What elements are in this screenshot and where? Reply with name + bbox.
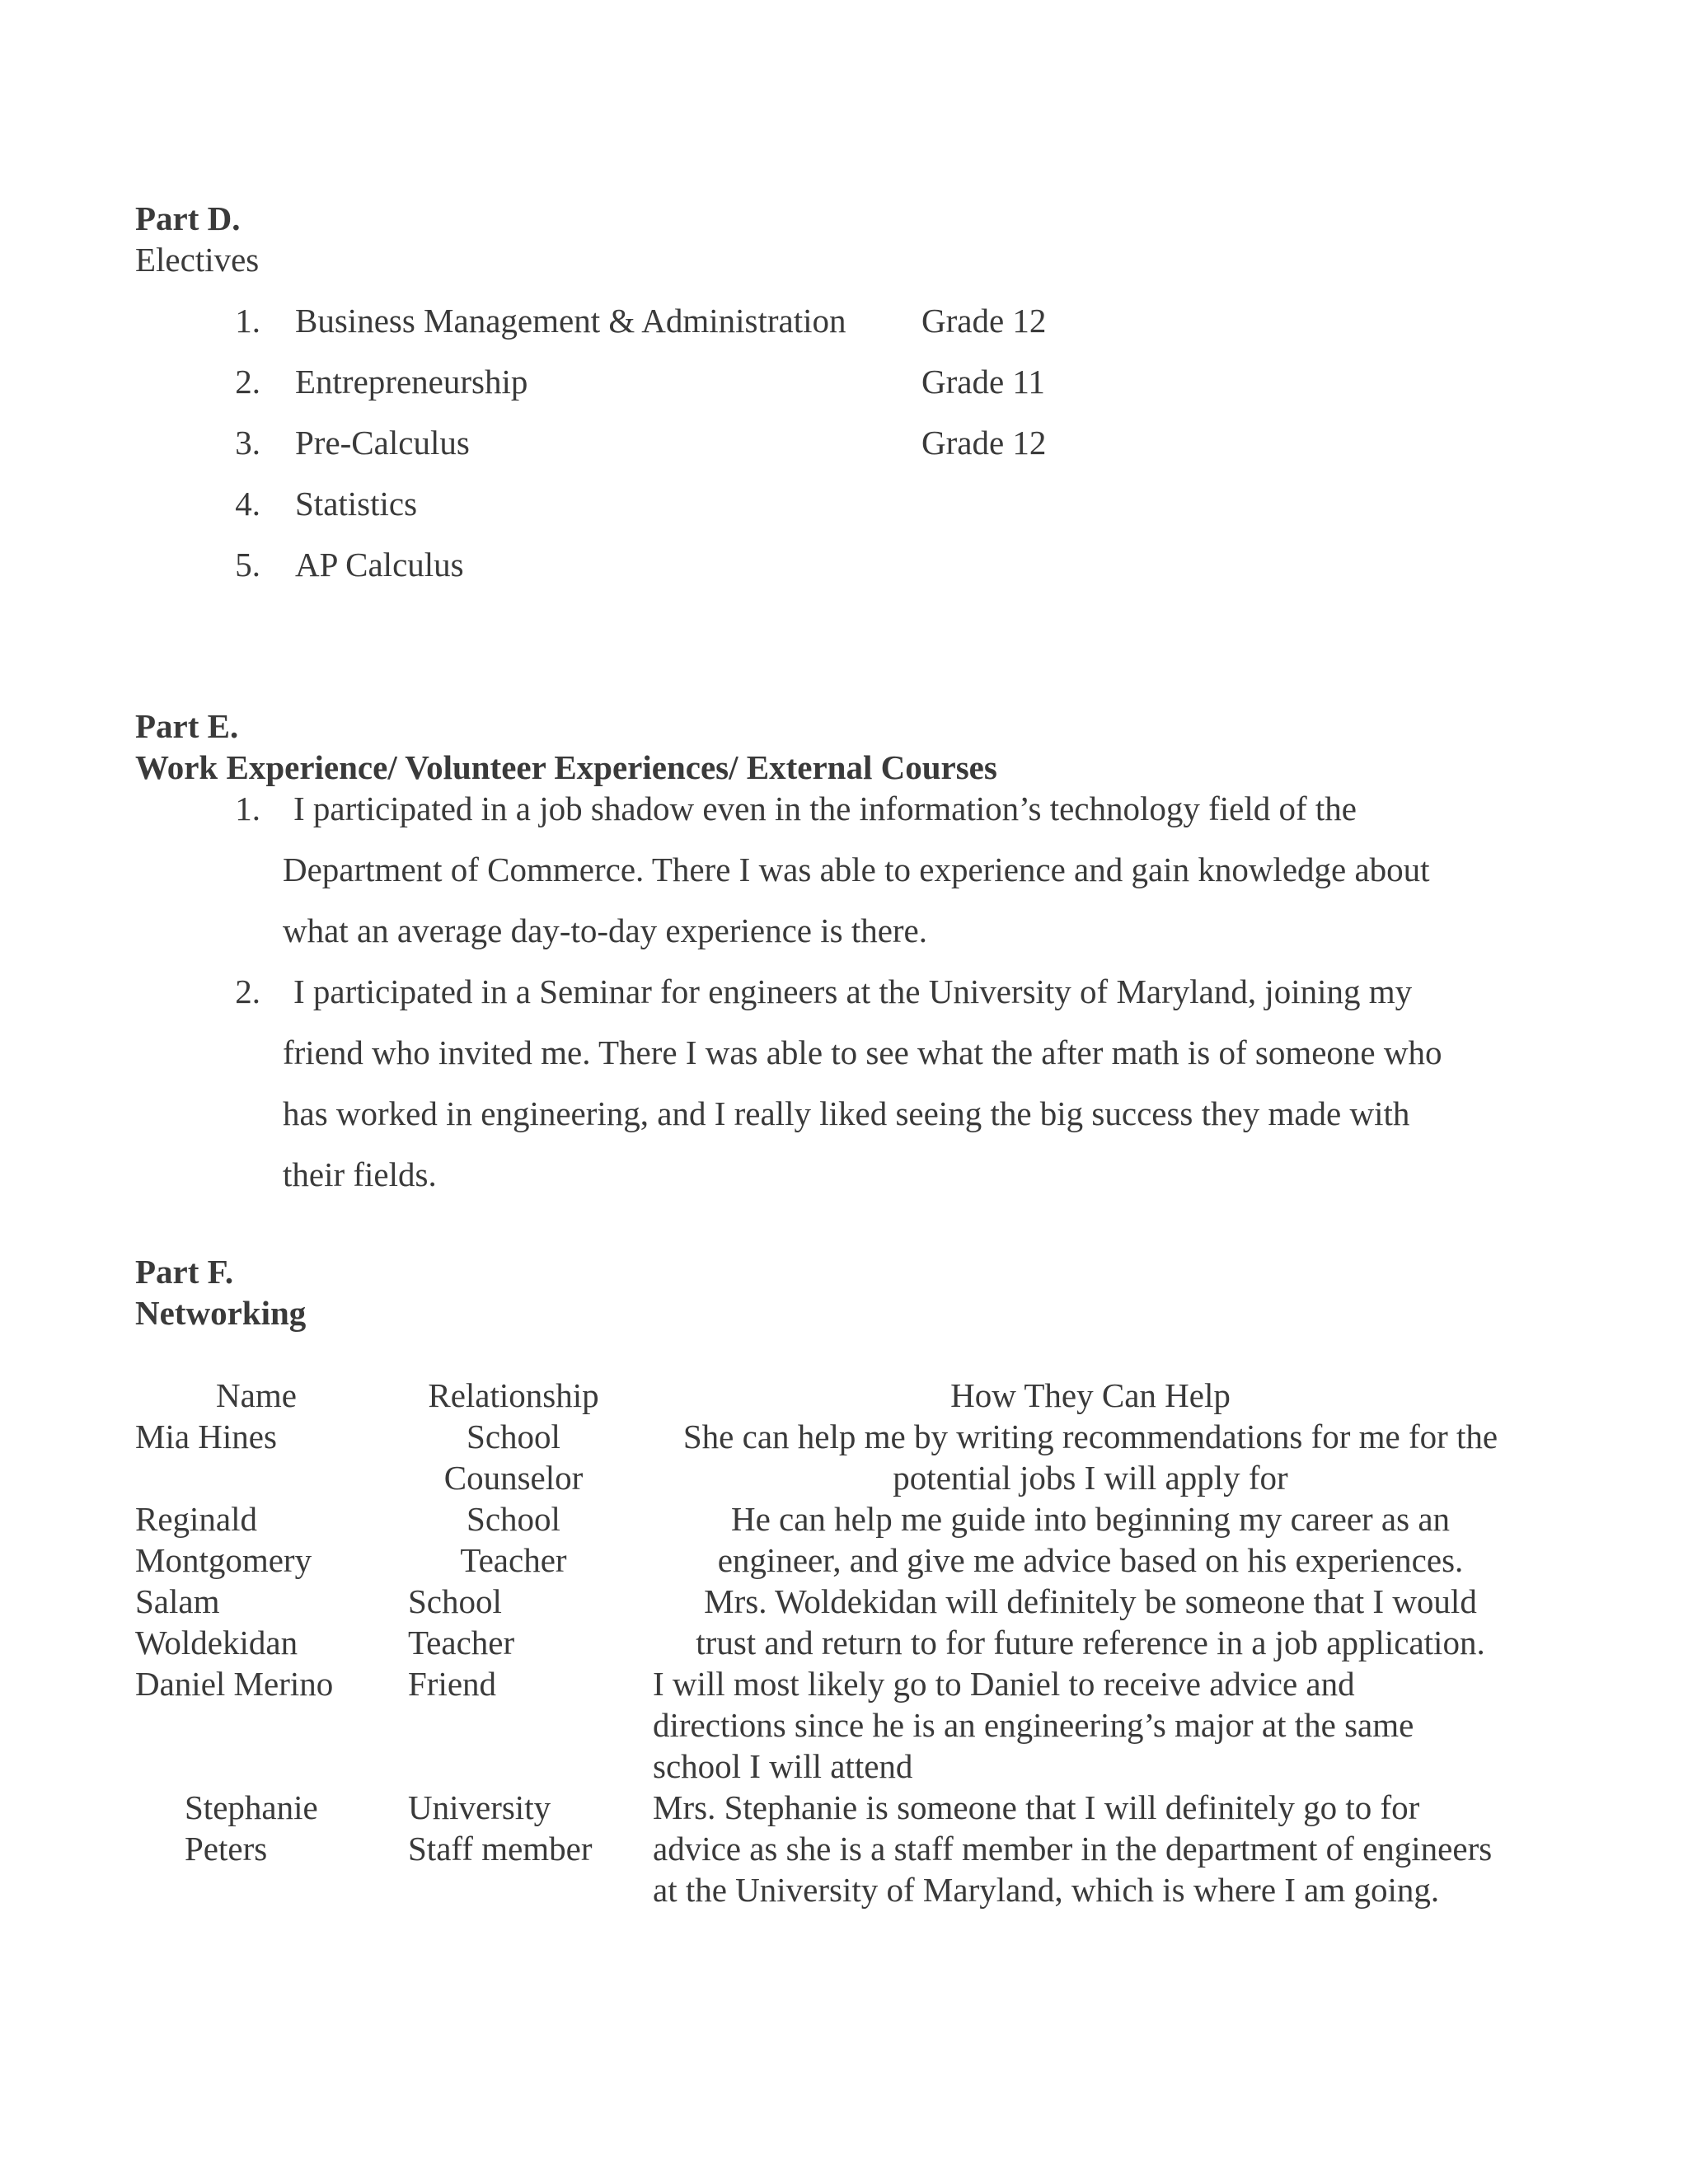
elective-name: Business Management & Administration [295, 302, 846, 340]
contact-relationship: Staff member [408, 1830, 593, 1868]
header-name: Name [216, 1376, 297, 1414]
contact-help: She can help me by writing recommendations for me for the [682, 1418, 1498, 1455]
elective-name: Pre-Calculus [295, 424, 470, 462]
list-number: 5. [235, 546, 260, 583]
contact-help: school I will attend [653, 1747, 913, 1785]
contact-name: Woldekidan [135, 1624, 298, 1661]
contact-name: Salam [135, 1582, 220, 1620]
part-f-heading: Part F. [135, 1253, 234, 1291]
part-e-subheading: Work Experience/ Volunteer Experiences/ External Courses [135, 748, 997, 786]
experience-line: their fields. [283, 1155, 437, 1193]
contact-help: engineer, and give me advice based on his experiences. [717, 1541, 1464, 1579]
contact-help: potential jobs I will apply for [893, 1459, 1288, 1497]
part-d-subheading: Electives [135, 241, 260, 279]
contact-help: He can help me guide into beginning my career as an [730, 1500, 1451, 1538]
contact-relationship: Counselor [443, 1459, 584, 1497]
part-f-subheading: Networking [135, 1294, 307, 1332]
contact-name: Montgomery [135, 1541, 312, 1579]
list-number: 1. [235, 790, 260, 827]
experience-line: Department of Commerce. There I was able to experience and gain knowledge about [283, 851, 1430, 888]
contact-help: trust and return to for future reference in a job application. [696, 1624, 1485, 1661]
elective-name: AP Calculus [295, 546, 464, 583]
experience-line: I participated in a Seminar for engineers at the University of Maryland, joining my [293, 972, 1413, 1010]
contact-relationship: Friend [408, 1665, 497, 1703]
elective-grade: Grade 12 [921, 302, 1047, 340]
list-number: 2. [235, 363, 260, 401]
contact-help: at the University of Maryland, which is where I am going. [653, 1871, 1440, 1909]
elective-grade: Grade 11 [921, 363, 1045, 401]
contact-help: advice as she is a staff member in the department of engineers [653, 1830, 1493, 1868]
elective-name: Entrepreneurship [295, 363, 528, 401]
contact-name: Peters [185, 1830, 268, 1868]
contact-help: Mrs. Woldekidan will definitely be someone that I would [704, 1582, 1477, 1620]
contact-help: I will most likely go to Daniel to receive advice and [653, 1665, 1355, 1703]
contact-name: Stephanie [185, 1788, 318, 1826]
experience-line: I participated in a job shadow even in the information’s technology field of the [293, 790, 1357, 827]
contact-relationship: School [467, 1500, 560, 1538]
contact-relationship: Teacher [408, 1624, 515, 1661]
contact-name: Reginald [135, 1500, 258, 1538]
contact-relationship: School [408, 1582, 502, 1620]
list-number: 3. [235, 424, 260, 462]
list-number: 1. [235, 302, 260, 340]
contact-name: Mia Hines [135, 1418, 277, 1455]
contact-relationship: University [408, 1788, 551, 1826]
header-help: How They Can Help [950, 1376, 1231, 1414]
elective-grade: Grade 12 [921, 424, 1047, 462]
header-relationship: Relationship [428, 1376, 599, 1414]
contact-help: Mrs. Stephanie is someone that I will definitely go to for [653, 1788, 1420, 1826]
contact-relationship: Teacher [460, 1541, 567, 1579]
elective-name: Statistics [295, 485, 418, 523]
part-e-heading: Part E. [135, 707, 239, 745]
experience-line: has worked in engineering, and I really liked seeing the big success they made with [283, 1094, 1410, 1132]
contact-relationship: School [467, 1418, 560, 1455]
experience-line: what an average day-to-day experience is there. [283, 912, 928, 949]
list-number: 2. [235, 972, 260, 1010]
list-number: 4. [235, 485, 260, 523]
experience-line: friend who invited me. There I was able to see what the after math is of someone who [283, 1033, 1442, 1071]
part-d-heading: Part D. [135, 199, 241, 237]
contact-name: Daniel Merino [135, 1665, 334, 1703]
contact-help: directions since he is an engineering’s major at the same [653, 1706, 1414, 1744]
